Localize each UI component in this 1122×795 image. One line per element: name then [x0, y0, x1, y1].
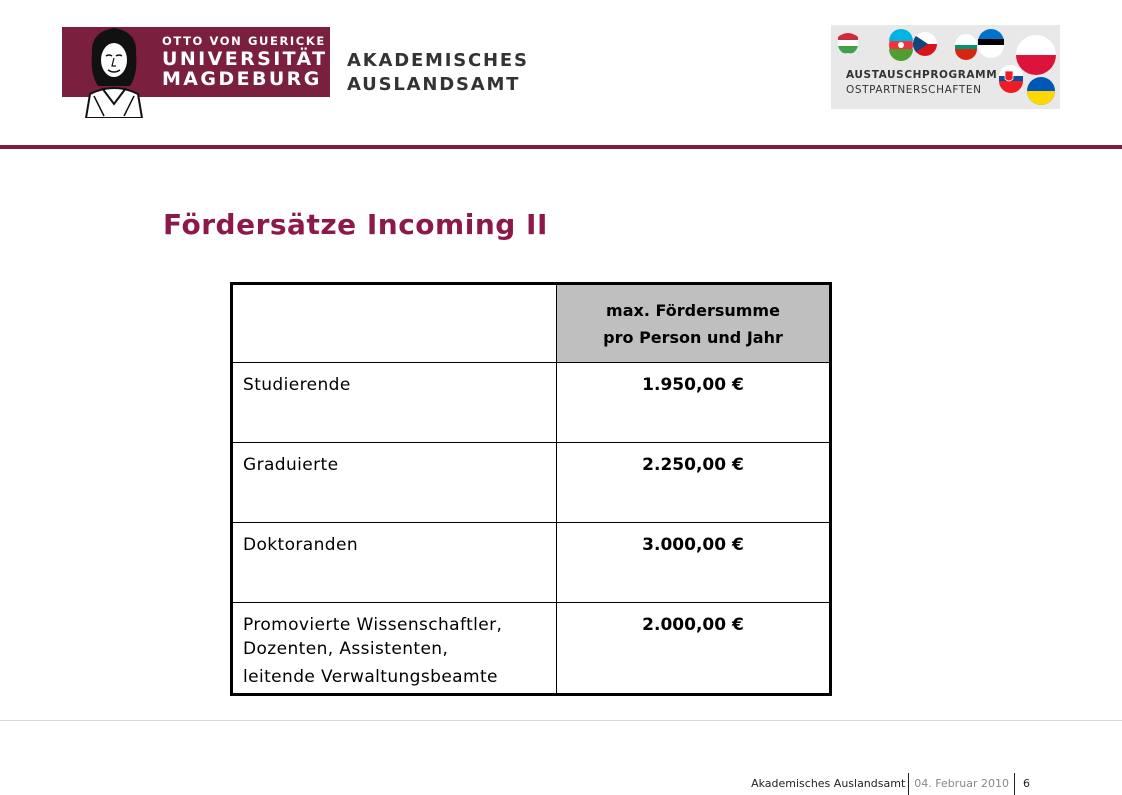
- table-row: [232, 363, 831, 443]
- department-name-line1: AKADEMISCHES: [347, 50, 529, 71]
- program-logo: [831, 25, 1060, 109]
- university-logo: [62, 24, 529, 116]
- table-header-empty-cell: [232, 284, 557, 363]
- department-name-line2: AUSLANDSAMT: [347, 74, 521, 95]
- category-line: Dozenten, Assistenten,: [243, 639, 449, 659]
- category-cell: [232, 603, 557, 695]
- table-row: [232, 603, 831, 695]
- table-row: [232, 443, 831, 523]
- amount-cell: 2.000,00 €: [557, 603, 831, 695]
- guericke-portrait-icon: [84, 24, 144, 118]
- table-header-line2: pro Person und Jahr: [603, 327, 783, 347]
- amount-cell: 2.250,00 €: [557, 443, 831, 523]
- header-divider: [0, 145, 1122, 149]
- page-title: Fördersätze Incoming II: [163, 208, 548, 241]
- category-cell: Studierende: [232, 363, 557, 443]
- category-line: leitende Verwaltungsbeamte: [243, 667, 498, 687]
- university-name-line2: UNIVERSITÄT: [162, 48, 328, 70]
- category-line: Promovierte Wissenschaftler,: [243, 615, 503, 635]
- amount-cell: 1.950,00 €: [557, 363, 831, 443]
- partner-flags-icon: [831, 25, 1060, 109]
- program-name-line2: OSTPARTNERSCHAFTEN: [846, 84, 982, 96]
- table-row: [232, 523, 831, 603]
- footer-divider: [0, 720, 1122, 721]
- category-cell: Doktoranden: [232, 523, 557, 603]
- page-number: 6: [1023, 777, 1030, 790]
- table-header-row: [232, 284, 831, 363]
- program-name-line1: AUSTAUSCHPROGRAMM: [846, 69, 998, 81]
- category-cell: Graduierte: [232, 443, 557, 523]
- table-header-line1: max. Fördersumme: [606, 300, 780, 320]
- footer: [751, 773, 1030, 795]
- footer-date: 04. Februar 2010: [914, 777, 1009, 790]
- university-name-line3: MAGDEBURG: [162, 68, 322, 90]
- footer-department: Akademisches Auslandsamt: [751, 777, 906, 790]
- amount-cell: 3.000,00 €: [557, 523, 831, 603]
- table-header-amount: [557, 284, 831, 363]
- university-name-line1: OTTO VON GUERICKE: [162, 34, 326, 48]
- funding-rates-table: [230, 282, 832, 696]
